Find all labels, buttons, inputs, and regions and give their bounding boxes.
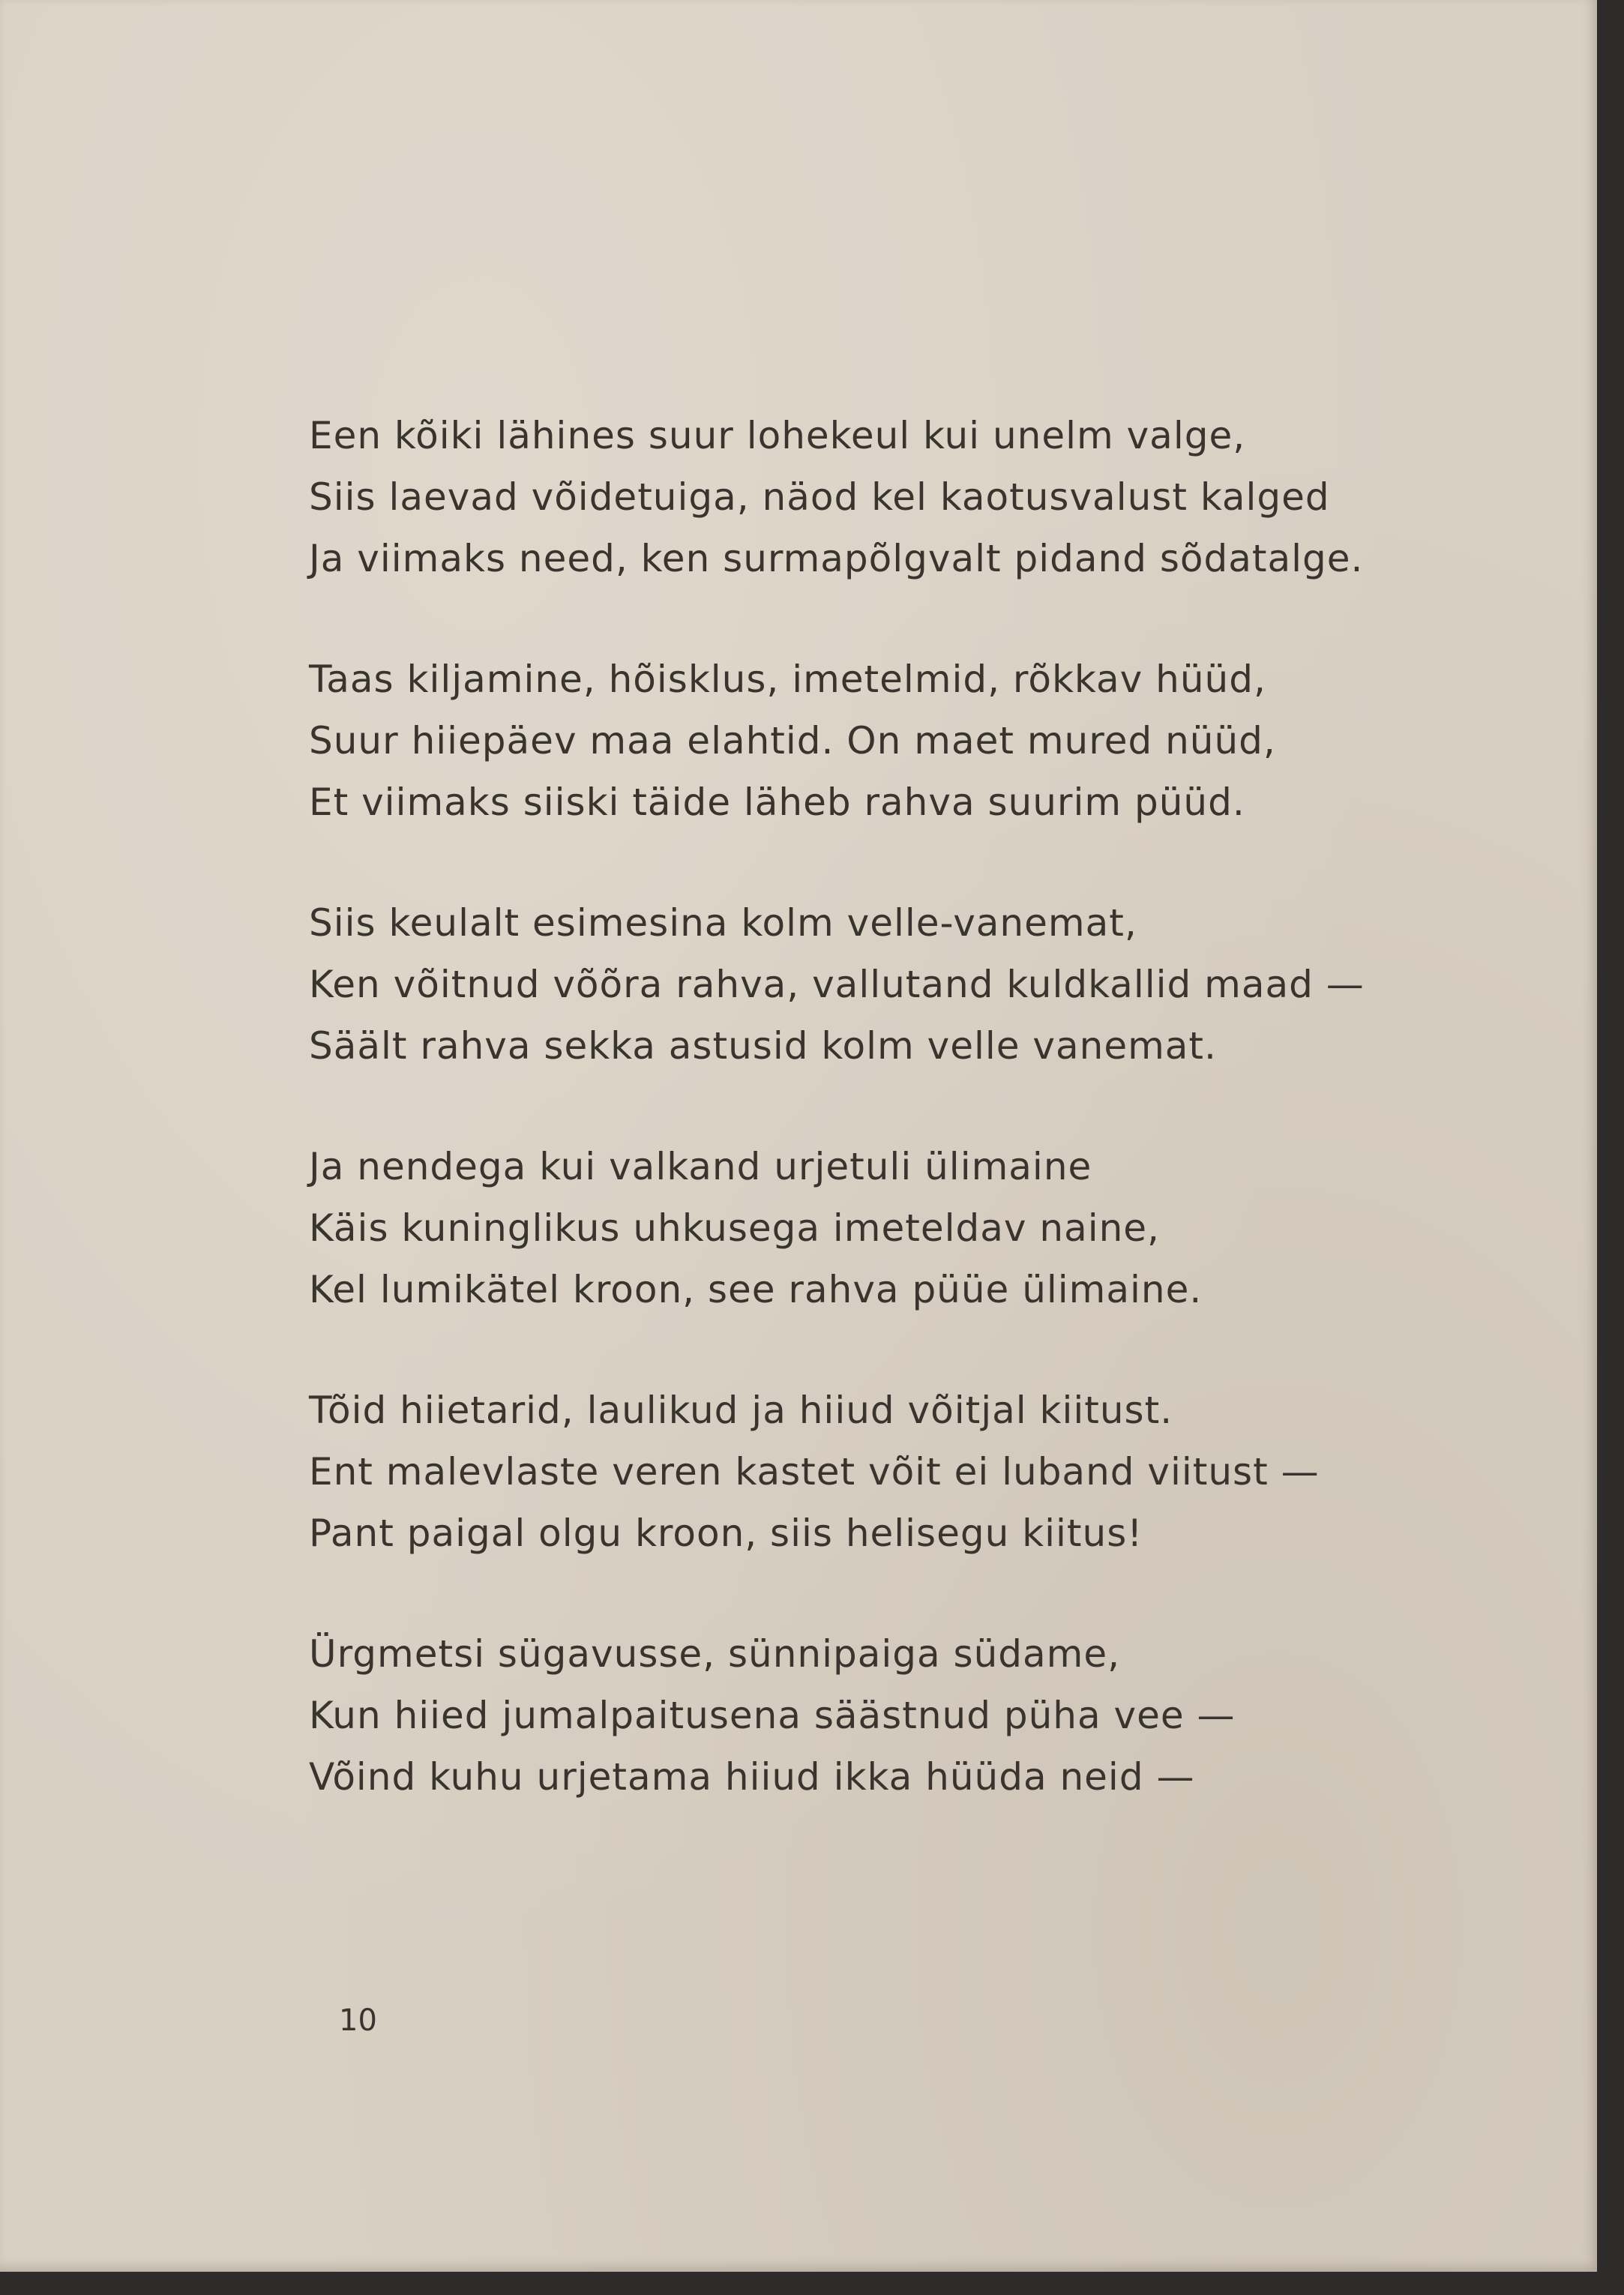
poem-line: Suur hiiepäev maa elahtid. On maet mured nüüd, xyxy=(309,719,1276,763)
poem-line: Võind kuhu urjetama hiiud ikka hüüda neid — xyxy=(309,1755,1195,1799)
poem-line: Ürgmetsi sügavusse, sünnipaiga südame, xyxy=(309,1632,1120,1676)
poem-line: Ken võitnud võõra rahva, vallutand kuldkallid maad — xyxy=(309,963,1365,1006)
scan-edge-right xyxy=(1597,0,1624,2295)
stanza-2 xyxy=(309,649,1434,833)
poem-line: Siis keulalt esimesina kolm velle-vanemat, xyxy=(309,901,1137,945)
poem-line: Et viimaks siiski täide läheb rahva suurim püüd. xyxy=(309,780,1245,824)
stanza-6 xyxy=(309,1623,1434,1808)
stanza-5 xyxy=(309,1380,1434,1564)
poem-line: Ja viimaks need, ken surmapõlgvalt pidand sõdatalge. xyxy=(309,537,1364,580)
poem-line: Kel lumikätel kroon, see rahva püüe ülimaine. xyxy=(309,1268,1203,1311)
poem-line: Käis kuninglikus uhkusega imeteldav naine, xyxy=(309,1206,1160,1250)
poem-line: Tõid hiietarid, laulikud ja hiiud võitjal kiitust. xyxy=(309,1389,1173,1432)
poem-line: Ent malevlaste veren kastet võit ei luband viitust — xyxy=(309,1450,1320,1494)
poem-line: Taas kiljamine, hõisklus, imetelmid, rõkkav hüüd, xyxy=(309,658,1266,701)
poem-line: Een kõiki lähines suur lohekeul kui unelm valge, xyxy=(309,414,1246,457)
poem-line: Säält rahva sekka astusid kolm velle vanemat. xyxy=(309,1024,1217,1068)
stanza-3 xyxy=(309,892,1434,1077)
poem-line: Siis laevad võidetuiga, näod kel kaotusvalust kalged xyxy=(309,475,1330,519)
poem-line: Pant paigal olgu kroon, siis helisegu kiitus! xyxy=(309,1512,1143,1555)
poem xyxy=(309,405,1434,1867)
stanza-4 xyxy=(309,1136,1434,1320)
poem-line: Kun hiied jumalpaitusena säästnud püha vee — xyxy=(309,1694,1236,1737)
poem-line: Ja nendega kui valkand urjetuli ülimaine xyxy=(309,1145,1092,1188)
scan-edge-bottom xyxy=(0,2272,1624,2295)
page-number: 10 xyxy=(339,2003,377,2038)
stanza-1 xyxy=(309,405,1434,589)
